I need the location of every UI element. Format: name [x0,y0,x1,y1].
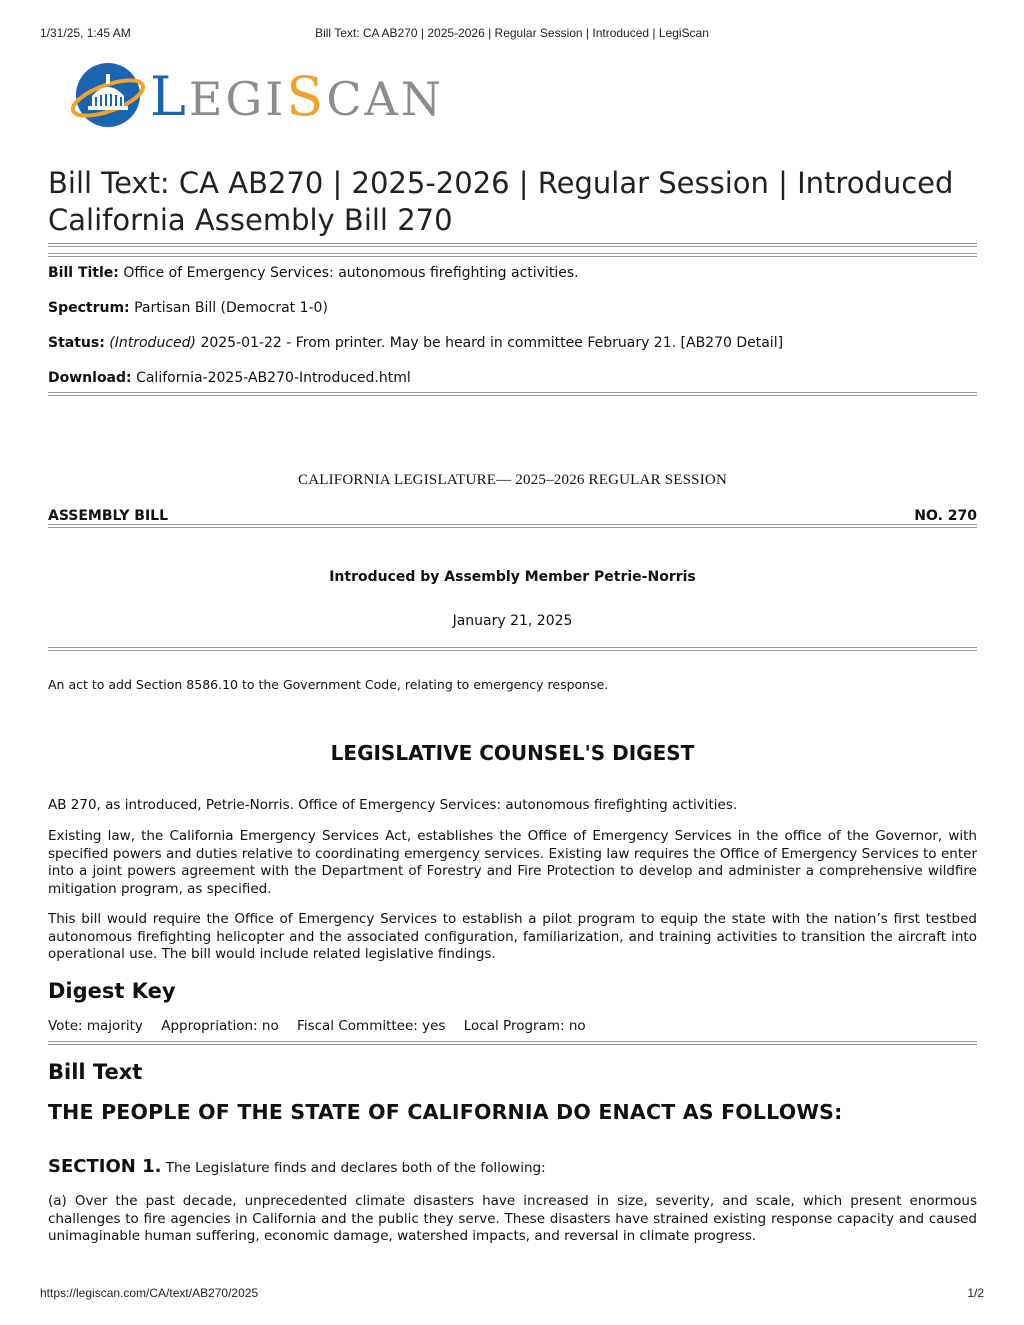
divider [48,392,977,396]
section-intro-text: The Legislature finds and declares both of the following: [165,1160,546,1176]
divider [48,647,977,651]
page-title-line1: Bill Text: CA AB270 | 2025-2026 | Regular Session | Introduced [48,166,954,200]
logo-letters-can: CAN [326,72,445,126]
act-summary: An act to add Section 8586.10 to the Government Code, relating to emergency response. [48,677,609,692]
print-header [40,26,984,42]
section-1-intro [48,1156,977,1177]
page-title-line2: California Assembly Bill 270 [48,203,453,237]
session-line: CALIFORNIA LEGISLATURE— 2025–2026 REGULAR SESSION [298,472,727,488]
digest-paragraph: Existing law, the California Emergency Services Act, establishes the Office of Emergency Services in the office of the Governor, with specified powers and duties relative to coordinating emergency services. Existing law requires the Office of Emergency Services to enter into a joint powers agreement with the Department of Forestry and Fire Protection to develop and administer a comprehensive wildfire mitigation program, as specified. [48,828,977,897]
divider [48,1041,977,1045]
enacting-clause: THE PEOPLE OF THE STATE OF CALIFORNIA DO ENACT AS FOLLOWS: [48,1100,843,1124]
logo-wordmark [150,66,444,130]
download-link[interactable]: California-2025-AB270-Introduced.html [136,370,411,386]
digest-key-local: Local Program: no [463,1018,586,1034]
bill-text-heading: Bill Text [48,1060,143,1084]
bill-number: NO. 270 [914,508,977,524]
status-text: 2025-01-22 - From printer. May be heard in committee February 21. [200,335,677,351]
status-label: Status: [48,335,105,351]
print-url: https://legiscan.com/CA/text/AB270/2025 [40,1286,259,1300]
logo-letter-l: L [150,65,189,128]
digest-key-vote: Vote: majority [48,1018,143,1034]
digest-key-row [48,1018,977,1036]
divider [48,524,977,528]
bill-type: ASSEMBLY BILL [48,508,169,524]
introduced-date: January 21, 2025 [452,613,573,629]
divider [48,243,977,247]
introduced-by: Introduced by Assembly Member Petrie-Norris [329,569,696,585]
section-paragraph-a: (a) Over the past decade, unprecedented climate disasters have increased in size, severity, and scale, which present enormous challenges to fire agencies in California and the public they serve. These disasters have strained existing response capacity and caused unimaginable human suffering, economic damage, watershed impacts, and reversal in climate progress. [48,1193,977,1244]
status-row [48,334,977,352]
section-label: SECTION 1. [48,1156,162,1177]
page-title [48,165,977,239]
print-page-number: 1/2 [967,1286,984,1300]
bill-title-row [48,264,977,282]
print-datetime: 1/31/25, 1:45 AM [40,26,131,40]
digest-heading: LEGISLATIVE COUNSEL'S DIGEST [330,741,695,765]
logo-letters-egi: EGI [188,72,287,126]
divider [48,253,977,257]
status-stage: (Introduced) [109,335,196,351]
spectrum-value: Partisan Bill (Democrat 1-0) [134,300,328,316]
spectrum-row [48,299,977,317]
capitol-dome-icon [70,58,146,132]
print-page-title: Bill Text: CA AB270 | 2025-2026 | Regular Session | Introduced | LegiScan [315,26,709,40]
legiscan-logo[interactable] [70,58,470,132]
spectrum-label: Spectrum: [48,300,130,316]
print-footer [40,1286,984,1302]
digest-paragraph: AB 270, as introduced, Petrie-Norris. Office of Emergency Services: autonomous firefighting activities. [48,797,738,813]
bill-number-row [48,508,977,524]
digest-key-heading: Digest Key [48,979,176,1003]
bill-title-label: Bill Title: [48,265,119,281]
bill-title-value: Office of Emergency Services: autonomous firefighting activities. [123,265,579,281]
download-row [48,369,977,387]
bill-detail-link[interactable]: [AB270 Detail] [680,335,784,351]
download-label: Download: [48,370,132,386]
digest-key-appropriation: Appropriation: no [161,1018,279,1034]
logo-letter-s: S [286,65,327,128]
digest-key-fiscal: Fiscal Committee: yes [297,1018,446,1034]
digest-paragraph: This bill would require the Office of Emergency Services to establish a pilot program to equip the state with the nation’s first testbed autonomous firefighting helicopter and the associated configuration, familiarization, and training activities to transition the aircraft into operational use. The bill would include related legislative findings. [48,911,977,962]
